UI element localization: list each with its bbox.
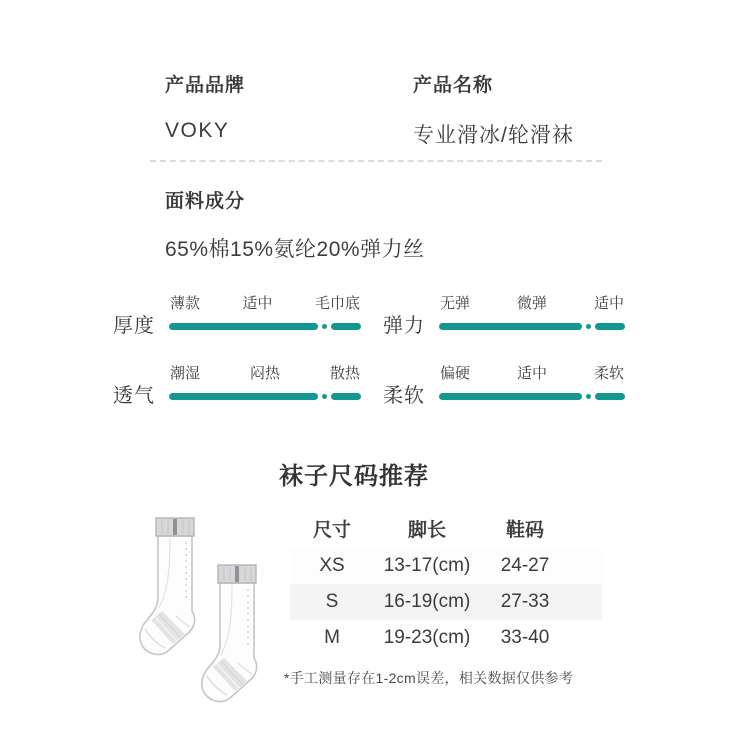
cell-foot-length: 19-23(cm) [383, 627, 471, 648]
col-header-size: 尺寸 [312, 519, 351, 541]
table-row-s [290, 584, 602, 620]
slider-elasticity-label: 弹力 [383, 315, 425, 337]
slider-filled-bar [169, 323, 318, 330]
slider-breathability [113, 362, 361, 408]
table-row-xs [290, 548, 602, 584]
cell-shoe-size: 27-33 [500, 591, 550, 612]
slider-thickness-label: 厚度 [113, 315, 155, 337]
slider-option: 微弹 [516, 295, 547, 312]
fabric-block [165, 186, 425, 263]
table-row-m [290, 620, 602, 656]
slider-handle-dot [322, 394, 327, 399]
brand-label: 产品品牌 [165, 75, 246, 96]
brand-value: VOKY [165, 119, 230, 142]
cell-size: XS [319, 555, 345, 576]
slider-filled-bar [439, 323, 582, 330]
cell-foot-length: 13-17(cm) [383, 555, 471, 576]
slider-softness [383, 362, 625, 408]
slider-option: 柔软 [593, 365, 624, 382]
slider-handle-dot [322, 324, 327, 329]
slider-breathability-options [169, 362, 361, 383]
product-name-block [413, 70, 574, 149]
slider-filled-bar [439, 393, 582, 400]
slider-end-bar [595, 393, 625, 400]
slider-option: 偏硬 [440, 365, 471, 382]
slider-elasticity [383, 292, 625, 338]
slider-elasticity-body [439, 292, 625, 338]
slider-end-bar [331, 323, 361, 330]
slider-softness-body [439, 362, 625, 408]
slider-option: 适中 [516, 365, 547, 382]
slider-thickness-body [169, 292, 361, 338]
dashed-divider [150, 160, 602, 162]
slider-thickness-options [169, 292, 361, 313]
slider-end-bar [595, 323, 625, 330]
cell-size: M [324, 627, 340, 648]
slider-option: 适中 [242, 295, 273, 312]
slider-option: 薄款 [170, 295, 201, 312]
slider-track [169, 323, 361, 330]
slider-breathability-label: 透气 [113, 385, 155, 407]
slider-elasticity-options [439, 292, 625, 313]
cell-shoe-size: 24-27 [500, 555, 550, 576]
slider-thickness [113, 292, 361, 338]
slider-softness-label: 柔软 [383, 385, 425, 407]
size-section-title: 袜子尺码推荐 [279, 463, 429, 490]
socks-illustration [106, 508, 298, 712]
slider-option: 毛巾底 [314, 295, 360, 312]
brand-block [165, 70, 245, 143]
slider-handle-dot [586, 324, 591, 329]
fabric-label: 面料成分 [165, 191, 246, 212]
slider-handle-dot [586, 394, 591, 399]
slider-breathability-body [169, 362, 361, 408]
size-table-header-row [290, 508, 602, 548]
col-header-shoe-size: 鞋码 [505, 519, 544, 541]
fabric-value: 65%棉15%氨纶20%弹力丝 [165, 238, 425, 261]
slider-track [439, 393, 625, 400]
slider-filled-bar [169, 393, 318, 400]
cell-size: S [325, 591, 339, 612]
measurement-footnote: *手工测量存在1-2cm误差，相关数据仅供参考 [284, 670, 574, 686]
slider-option: 潮湿 [170, 365, 201, 382]
size-table [290, 508, 602, 656]
slider-option: 闷热 [249, 365, 280, 382]
slider-option: 适中 [593, 295, 624, 312]
cell-shoe-size: 33-40 [500, 627, 550, 648]
slider-softness-options [439, 362, 625, 383]
slider-option: 无弹 [440, 295, 471, 312]
product-name-label: 产品名称 [413, 75, 494, 96]
slider-track [439, 323, 625, 330]
slider-option: 散热 [329, 365, 360, 382]
cell-foot-length: 16-19(cm) [383, 591, 471, 612]
slider-end-bar [331, 393, 361, 400]
slider-track [169, 393, 361, 400]
product-name-value: 专业滑冰/轮滑袜 [413, 124, 574, 147]
socks-illustration-svg [106, 508, 298, 712]
col-header-foot-length: 脚长 [407, 519, 446, 541]
